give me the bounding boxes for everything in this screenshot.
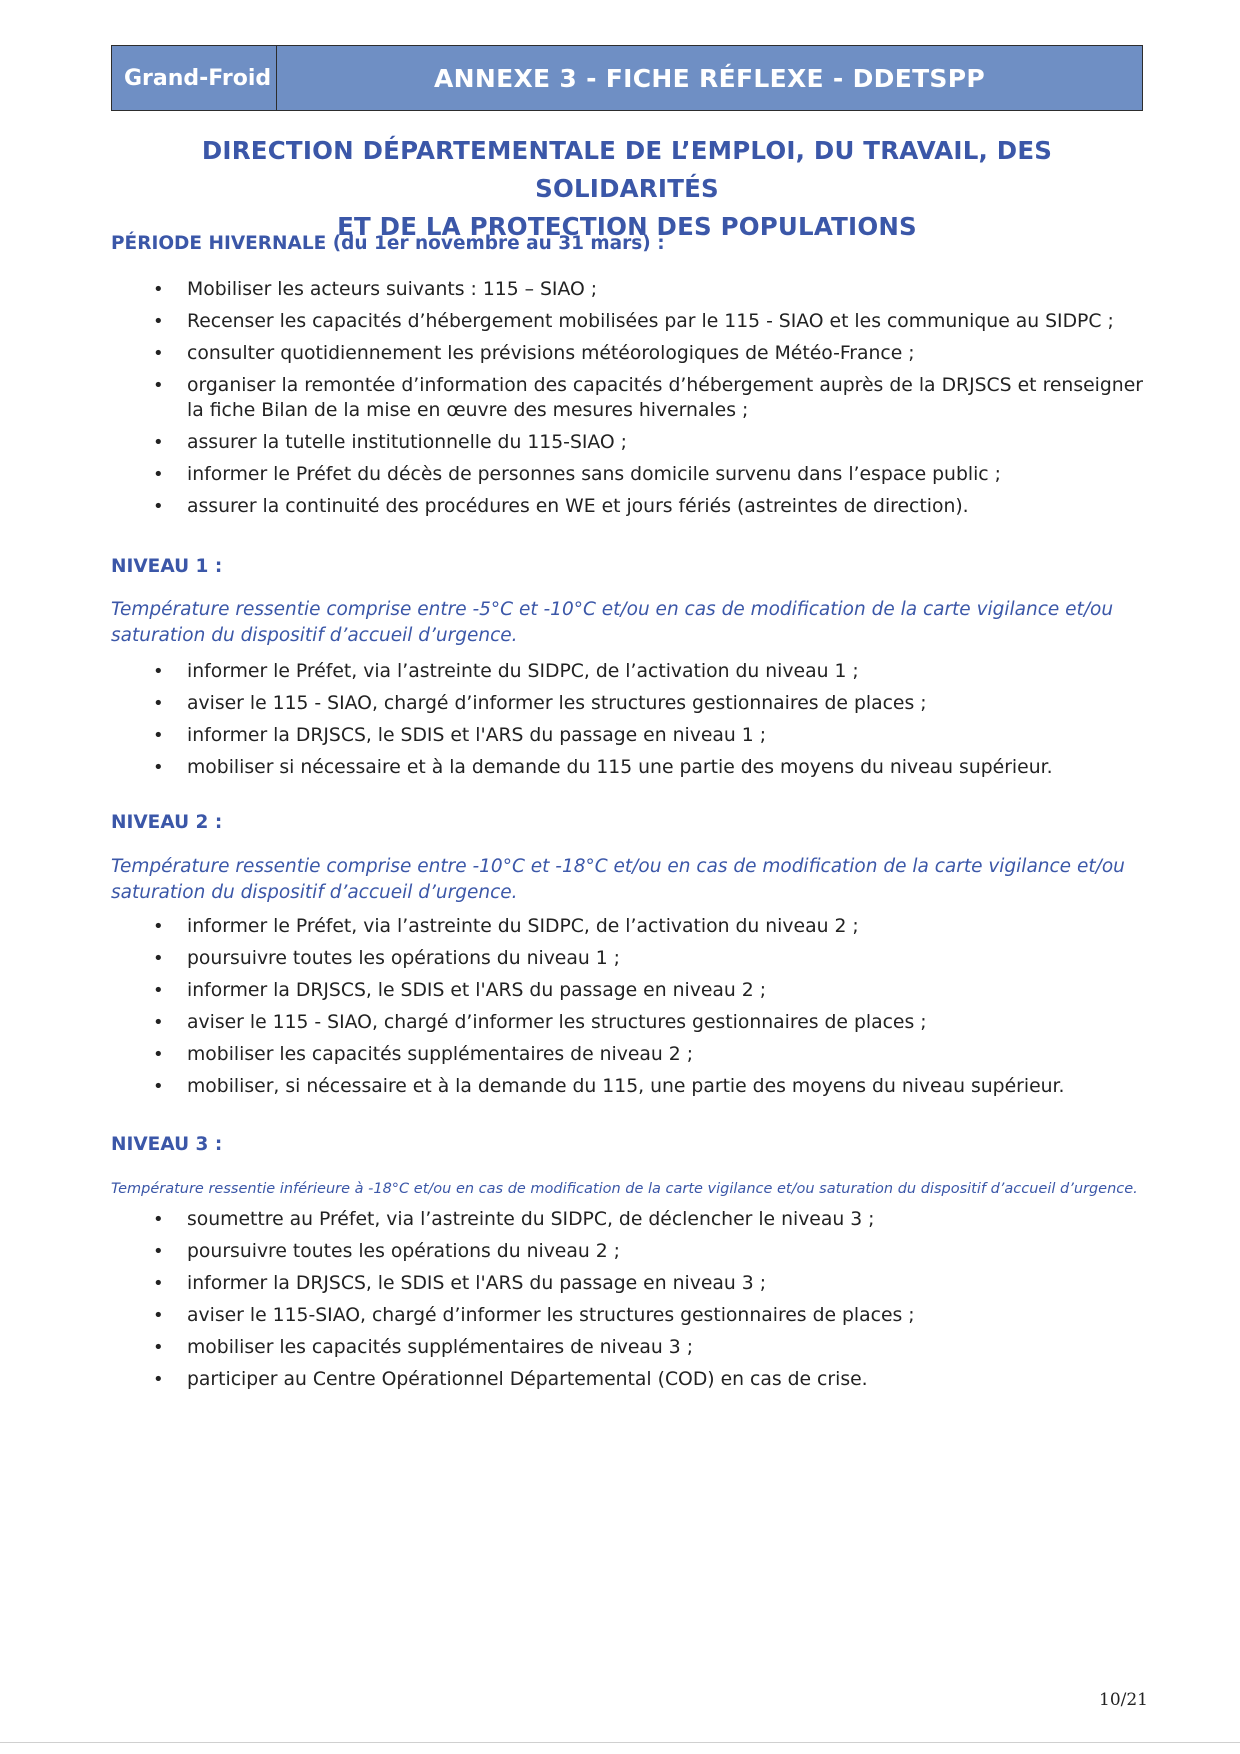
section-niveau-1: [111, 556, 1143, 780]
section-title-niveau-2: NIVEAU 2 :: [111, 812, 223, 833]
list-item: • informer le Préfet, via l’astreinte du SIDPC, de l’activation du niveau 1 ;: [111, 659, 1143, 684]
list-item: • mobiliser si nécessaire et à la demande du 115 une partie des moyens du niveau supérieur.: [111, 755, 1143, 780]
list-item: • participer au Centre Opérationnel Départemental (COD) en cas de crise.: [111, 1367, 1143, 1392]
section-niveau-2: [111, 812, 1143, 1099]
list-item: • consulter quotidiennement les prévisions météorologiques de Météo-France ;: [111, 341, 1143, 366]
list-item: • informer la DRJSCS, le SDIS et l'ARS du passage en niveau 1 ;: [111, 723, 1143, 748]
header-banner: [111, 45, 1143, 111]
list-item: • informer le Préfet, via l’astreinte du SIDPC, de l’activation du niveau 2 ;: [111, 914, 1143, 939]
list-item: • poursuivre toutes les opérations du niveau 1 ;: [111, 946, 1143, 971]
page-title-line-1: DIRECTION DÉPARTEMENTALE DE L’EMPLOI, DU TRAVAIL, DES SOLIDARITÉS: [201, 136, 1053, 203]
section-periode-hivernale: [111, 233, 1143, 519]
list-niveau-3: [111, 1207, 1143, 1392]
list-niveau-2: [111, 914, 1143, 1099]
list-item: • aviser le 115-SIAO, chargé d’informer les structures gestionnaires de places ;: [111, 1303, 1143, 1328]
page-number: 10/21: [1099, 1690, 1148, 1710]
header-title: ANNEXE 3 - FICHE RÉFLEXE - DDETSPP: [277, 46, 1142, 110]
section-title-niveau-1: NIVEAU 1 :: [111, 556, 223, 577]
list-item: • mobiliser les capacités supplémentaires de niveau 2 ;: [111, 1042, 1143, 1067]
section-title-periode: PÉRIODE HIVERNALE (du 1er novembre au 31 mars) :: [111, 233, 665, 254]
list-item: • mobiliser, si nécessaire et à la demande du 115, une partie des moyens du niveau supérieur.: [111, 1074, 1143, 1099]
page-bottom-divider: [0, 1742, 1240, 1743]
niveau-2-conditions: Température ressentie comprise entre -10°C et -18°C et/ou en cas de modification de la carte vigilance et/ou saturation du dispositif d’accueil d’urgence.: [111, 856, 1125, 903]
list-item: • organiser la remontée d’information des capacités d’hébergement auprès de la DRJSCS et renseigner la fiche Bilan de la mise en œuvre des mesures hivernales ;: [111, 373, 1143, 423]
list-item: • informer le Préfet du décès de personnes sans domicile survenu dans l’espace public ;: [111, 462, 1143, 487]
niveau-3-conditions: Température ressentie inférieure à -18°C et/ou en cas de modification de la carte vigilance et/ou saturation du dispositif d’accueil d’urgence.: [111, 1181, 1138, 1197]
section-title-niveau-3: NIVEAU 3 :: [111, 1134, 223, 1155]
list-periode: [111, 277, 1143, 519]
list-item: • Recenser les capacités d’hébergement mobilisées par le 115 - SIAO et les communique au SIDPC ;: [111, 309, 1143, 334]
list-item: • aviser le 115 - SIAO, chargé d’informer les structures gestionnaires de places ;: [111, 691, 1143, 716]
list-niveau-1: [111, 659, 1143, 780]
list-item: • assurer la continuité des procédures en WE et jours fériés (astreintes de direction).: [111, 494, 1143, 519]
page-title: [111, 132, 1143, 246]
list-item: • poursuivre toutes les opérations du niveau 2 ;: [111, 1239, 1143, 1264]
page-title-line-2: ET DE LA PROTECTION DES POPULATIONS: [337, 212, 917, 241]
list-item: • aviser le 115 - SIAO, chargé d’informer les structures gestionnaires de places ;: [111, 1010, 1143, 1035]
list-item: • informer la DRJSCS, le SDIS et l'ARS du passage en niveau 3 ;: [111, 1271, 1143, 1296]
list-item: • Mobiliser les acteurs suivants : 115 – SIAO ;: [111, 277, 1143, 302]
section-niveau-3: [111, 1134, 1143, 1392]
list-item: • informer la DRJSCS, le SDIS et l'ARS du passage en niveau 2 ;: [111, 978, 1143, 1003]
list-item: • soumettre au Préfet, via l’astreinte du SIDPC, de déclencher le niveau 3 ;: [111, 1207, 1143, 1232]
header-category: Grand-Froid: [112, 46, 277, 110]
list-item: • mobiliser les capacités supplémentaires de niveau 3 ;: [111, 1335, 1143, 1360]
niveau-1-conditions: Température ressentie comprise entre -5°C et -10°C et/ou en cas de modification de la carte vigilance et/ou saturation du dispositif d’accueil d’urgence.: [111, 599, 1114, 646]
list-item: • assurer la tutelle institutionnelle du 115-SIAO ;: [111, 430, 1143, 455]
